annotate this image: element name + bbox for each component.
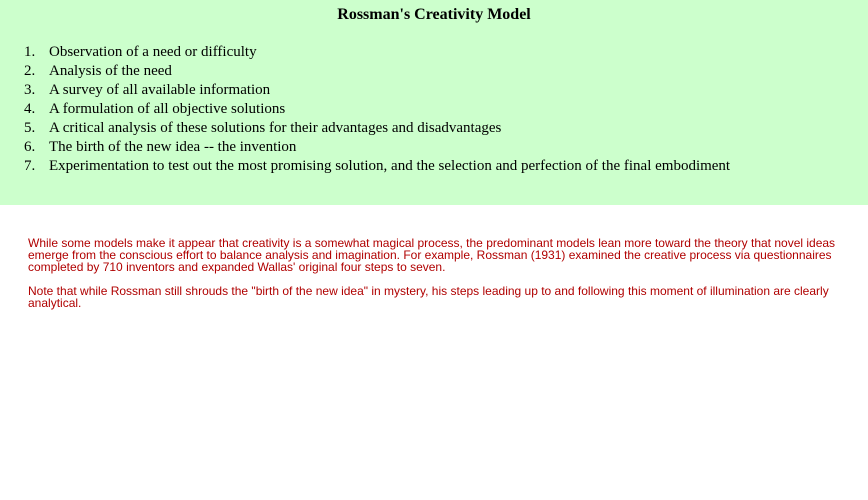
step-text: The birth of the new idea -- the invention xyxy=(49,139,297,155)
step-number: 4. xyxy=(24,101,36,117)
step-number: 5. xyxy=(24,120,36,136)
step-number: 1. xyxy=(24,44,36,60)
list-item xyxy=(24,157,730,176)
page-title: Rossman's Creativity Model xyxy=(337,6,531,23)
list-item xyxy=(24,81,730,100)
list-item xyxy=(24,138,730,157)
step-number: 6. xyxy=(24,139,36,155)
step-text: Experimentation to test out the most promising solution, and the selection and perfection of the final embodiment xyxy=(49,158,731,174)
steps-panel xyxy=(0,0,868,205)
step-text: A survey of all available information xyxy=(49,82,271,98)
steps-list xyxy=(24,43,730,176)
list-item xyxy=(24,119,730,138)
step-text: Observation of a need or difficulty xyxy=(49,44,257,60)
list-item xyxy=(24,43,730,62)
paragraph-note: Note that while Rossman still shrouds the "birth of the new idea" in mystery, his steps leading up to and following this moment of illumination are clearly analytical. xyxy=(28,284,829,310)
step-number: 7. xyxy=(24,158,36,174)
step-number: 3. xyxy=(24,82,36,98)
paragraph-intro: While some models make it appear that creativity is a somewhat magical process, the predominant models lean more toward the theory that novel ideas emerge from the conscious effort to balance analysis and imagination. For example, Rossman (1931) examined the creative process via questionnaires completed by 710 inventors and expanded Wallas' original four steps to seven. xyxy=(28,236,836,274)
step-number: 2. xyxy=(24,63,36,79)
step-text: A formulation of all objective solutions xyxy=(49,101,286,117)
step-text: A critical analysis of these solutions for their advantages and disadvantages xyxy=(49,120,502,136)
step-text: Analysis of the need xyxy=(49,63,172,79)
list-item xyxy=(24,100,730,119)
list-item xyxy=(24,62,730,81)
commentary xyxy=(28,237,843,321)
